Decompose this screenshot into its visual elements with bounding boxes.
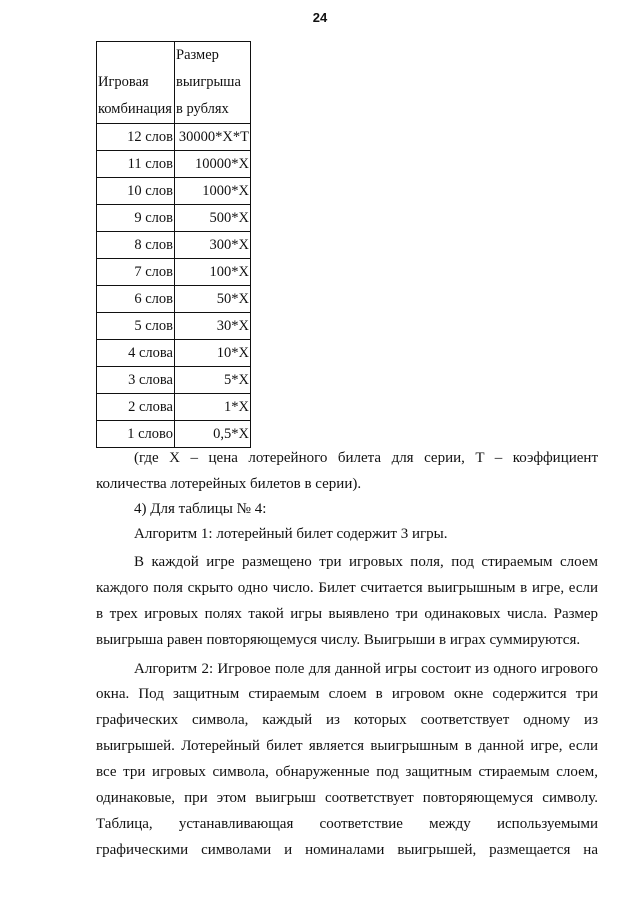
combination-cell: 10 слов [97, 178, 175, 205]
combination-cell: 1 слово [97, 421, 175, 448]
prize-cell: 0,5*X [175, 421, 251, 448]
header-prize-amount [175, 42, 251, 124]
header-line: выигрыша [176, 74, 241, 90]
table-row [97, 286, 251, 313]
prize-cell: 1000*X [175, 178, 251, 205]
table-row [97, 178, 251, 205]
combination-cell: 12 слов [97, 124, 175, 151]
prize-cell: 1*X [175, 394, 251, 421]
text-line: все три игровых символа, обнаруженные под защитным стираемым слоем, [96, 764, 598, 780]
text-line: графическими символами и номиналами выигрышей, размещается на [96, 842, 598, 858]
table-row [97, 340, 251, 367]
prize-cell: 500*X [175, 205, 251, 232]
text-line: окна. Под защитным стираемым слоем в игровом окне содержится три [96, 686, 598, 702]
prize-table [96, 41, 251, 448]
header-line: комбинация [98, 101, 172, 117]
text-line: Таблица, устанавливающая соответствие между используемыми [96, 816, 598, 832]
text-line: в трех игровых полях такой игры выявлено три одинаковых числа. Размер [96, 606, 598, 622]
combination-cell: 5 слов [97, 313, 175, 340]
combination-cell: 2 слова [97, 394, 175, 421]
text-line: одинаковые, при этом выигрыш соответствует повторяющемуся символу. [96, 790, 598, 806]
header-line: в рублях [176, 101, 229, 117]
combination-cell: 6 слов [97, 286, 175, 313]
prize-cell: 30*X [175, 313, 251, 340]
page-number: 24 [312, 10, 328, 25]
text-line: графических символа, каждый из которых соответствует одному из [96, 712, 598, 728]
table-row [97, 394, 251, 421]
prize-cell: 5*X [175, 367, 251, 394]
prize-cell: 10*X [175, 340, 251, 367]
table-row [97, 232, 251, 259]
header-game-combination [97, 42, 175, 124]
text-line: выигрыша равен повторяющемуся числу. Выигрыши в играх суммируются. [96, 632, 581, 648]
table-row [97, 151, 251, 178]
combination-cell: 4 слова [97, 340, 175, 367]
table-row [97, 421, 251, 448]
prize-cell: 300*X [175, 232, 251, 259]
table-row [97, 205, 251, 232]
header-line: Размер [176, 47, 219, 63]
text-line: Алгоритм 2: Игровое поле для данной игры состоит из одного игрового [134, 661, 598, 677]
combination-cell: 3 слова [97, 367, 175, 394]
text-line: каждого поля скрыто одно число. Билет считается выигрышным в игре, если [96, 580, 598, 596]
prize-cell: 50*X [175, 286, 251, 313]
text-line: количества лотерейных билетов в серии). [96, 476, 362, 492]
prize-cell: 10000*X [175, 151, 251, 178]
combination-cell: 9 слов [97, 205, 175, 232]
table-header-row [97, 42, 251, 124]
header-line: Игровая [98, 74, 149, 90]
table-row [97, 367, 251, 394]
table-row [97, 313, 251, 340]
prize-cell: 30000*X*T [175, 124, 251, 151]
table-row [97, 124, 251, 151]
combination-cell: 8 слов [97, 232, 175, 259]
combination-cell: 7 слов [97, 259, 175, 286]
text-line: В каждой игре размещено три игровых поля, под стираемым слоем [134, 554, 598, 570]
text-line: (где X – цена лотерейного билета для серии, T – коэффициент [134, 450, 598, 466]
table-row [97, 259, 251, 286]
text-line: выигрышей. Лотерейный билет является выигрышным в данной игре, если [96, 738, 598, 754]
text-line: 4) Для таблицы № 4: [134, 501, 267, 517]
prize-cell: 100*X [175, 259, 251, 286]
combination-cell: 11 слов [97, 151, 175, 178]
text-line: Алгоритм 1: лотерейный билет содержит 3 игры. [134, 526, 448, 542]
